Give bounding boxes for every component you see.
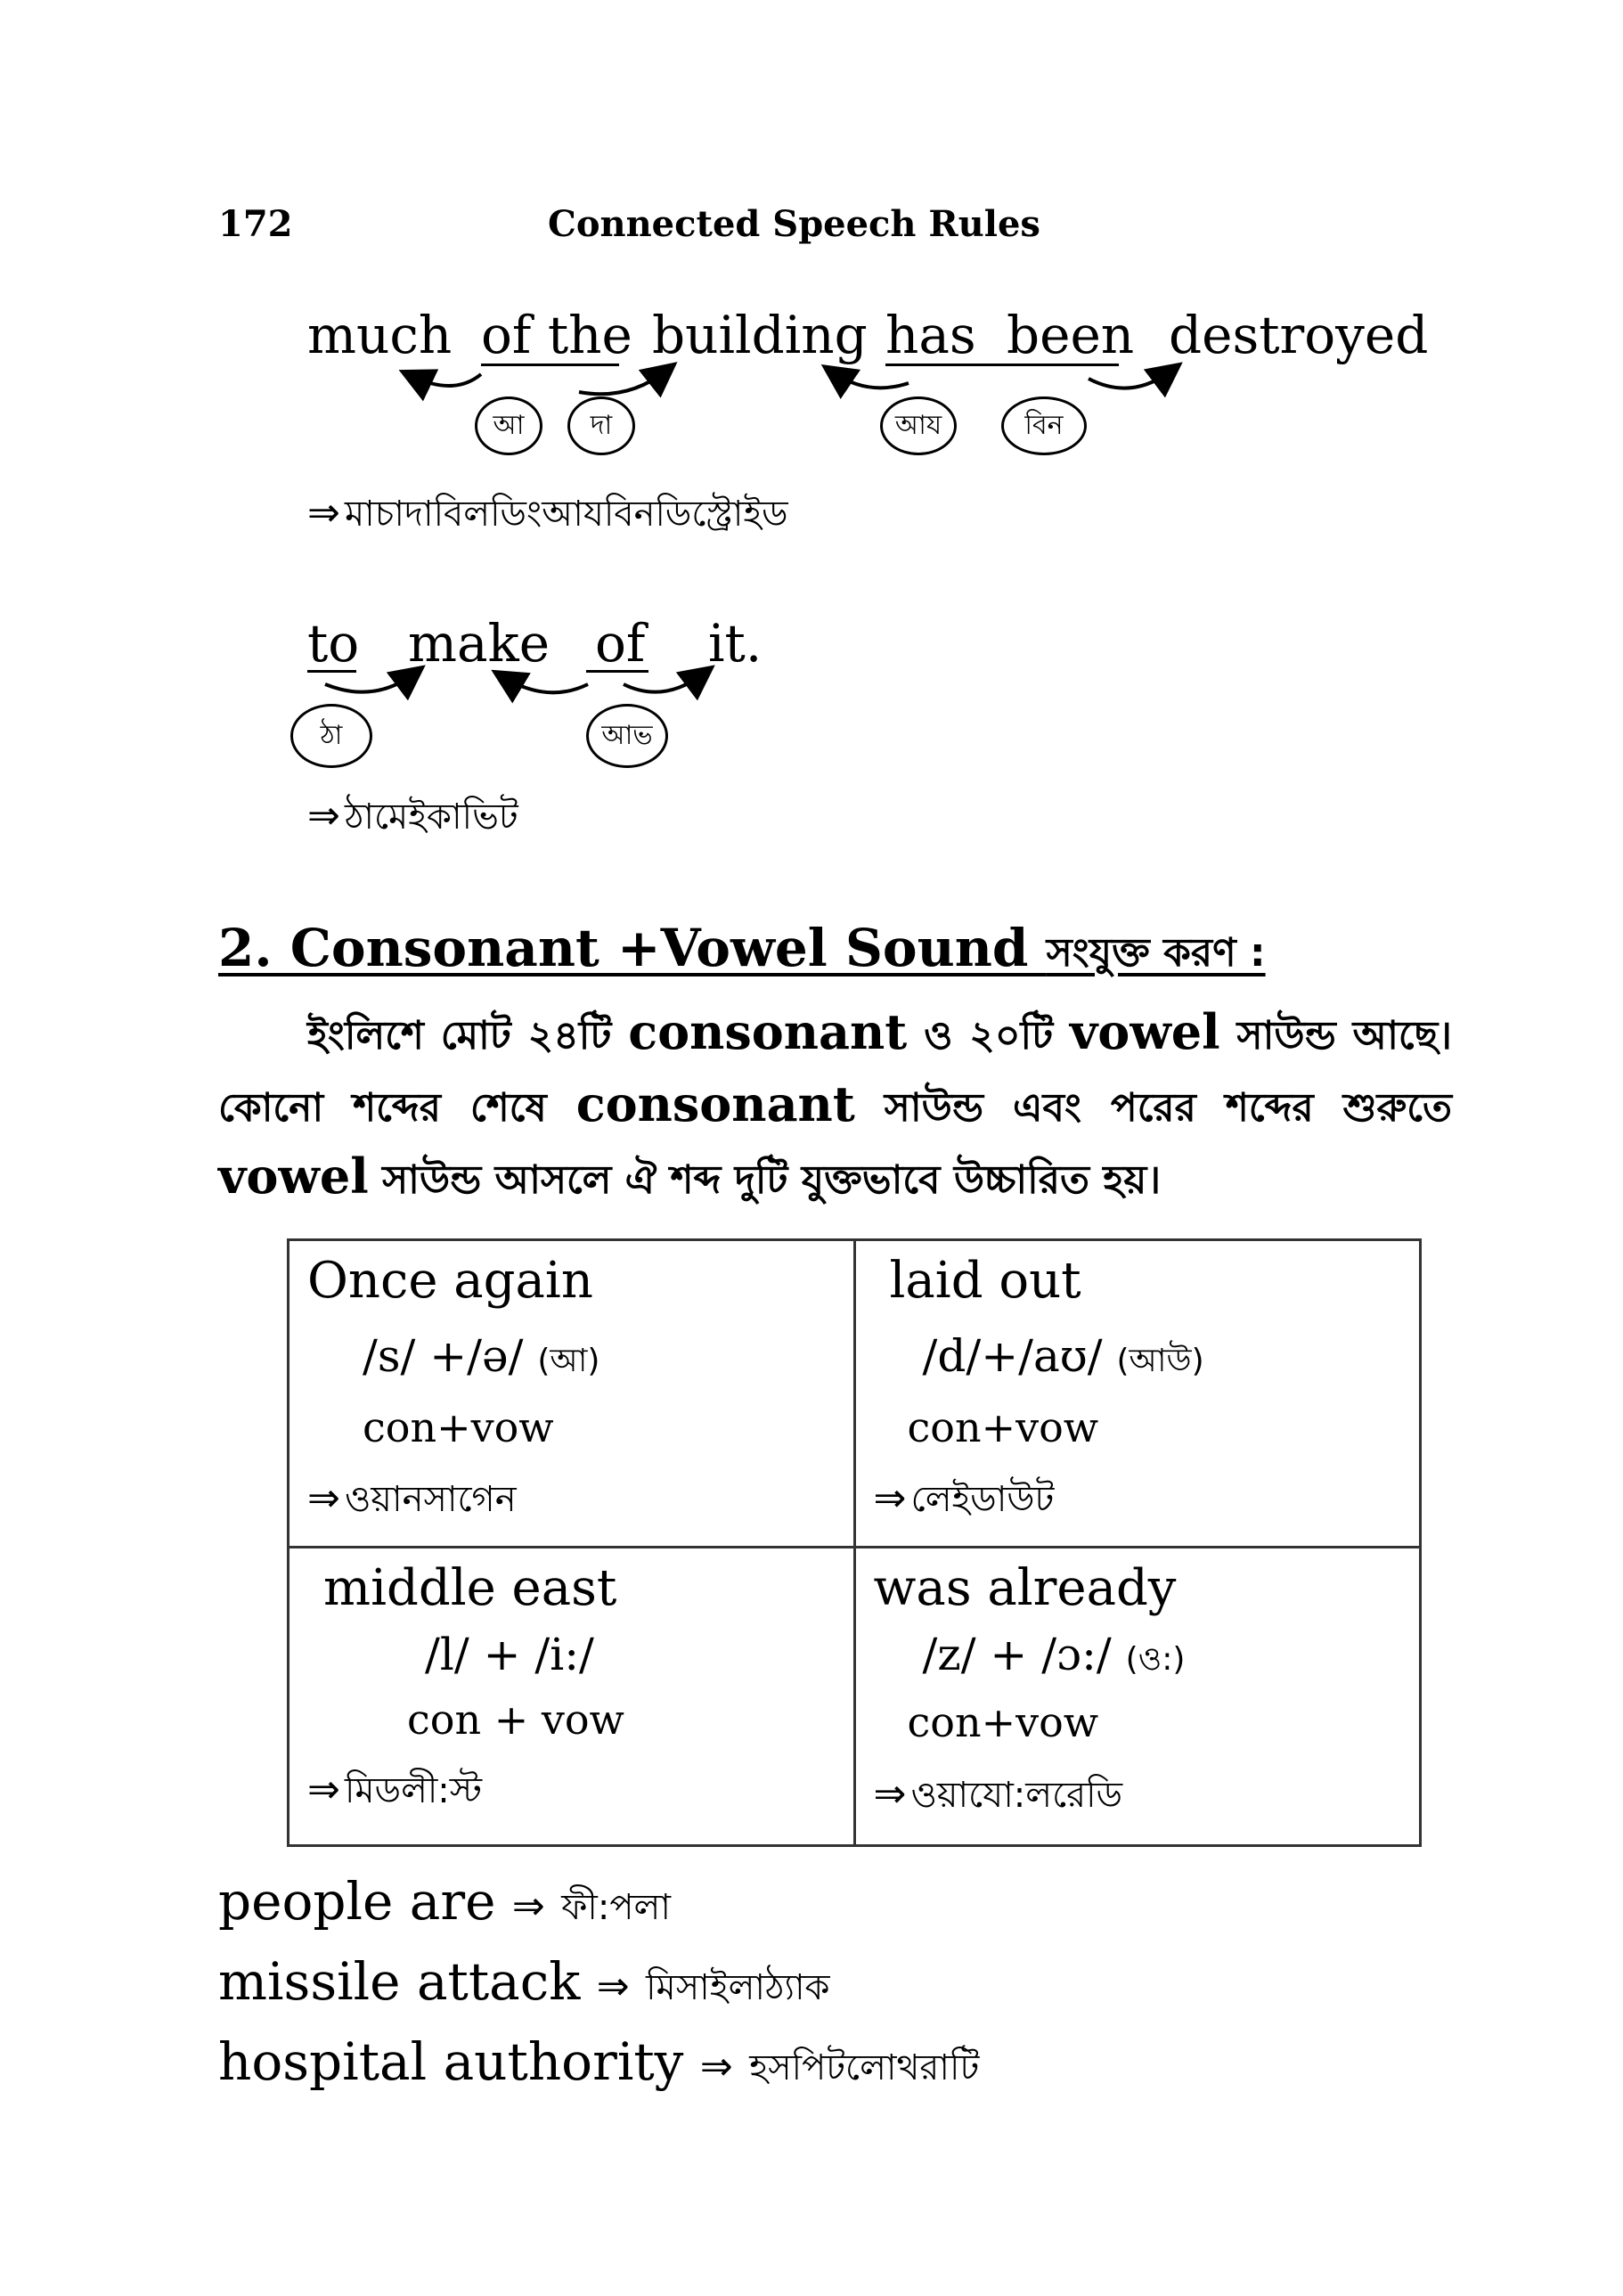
link-type: con + vow xyxy=(407,1695,624,1744)
implies-arrow: ⇒ xyxy=(511,1883,545,1929)
example-phrase: hospital authority xyxy=(218,2031,684,2092)
implies-arrow: ⇒ xyxy=(699,2044,733,2089)
bengali-result: মিসাইলাঠ্যাক xyxy=(646,1967,830,2008)
ipa: /l/ + /i:/ xyxy=(425,1629,594,1680)
bengali-result: মিডলী:স্ট xyxy=(344,1770,483,1811)
example-line xyxy=(218,1871,671,1939)
word-much: much xyxy=(307,305,453,365)
word-make: make xyxy=(408,613,551,674)
table-cell xyxy=(289,1548,855,1846)
cell-result: ⇒ মিডলী:স্ট xyxy=(307,1767,483,1812)
link-type: con+vow xyxy=(907,1403,1099,1451)
word-pair: was already xyxy=(873,1559,1177,1617)
para-term: vowel xyxy=(218,1148,369,1205)
example-line xyxy=(218,1951,830,2019)
running-header: Connected Speech Rules xyxy=(548,203,1040,245)
bengali-result: ঠামেইকাভিট xyxy=(344,797,518,838)
word-building: building xyxy=(652,305,868,365)
cell-result: ⇒ ওয়ানসাগেন xyxy=(307,1475,517,1521)
word-it: it. xyxy=(708,613,763,674)
result-line-2 xyxy=(307,788,518,848)
implies-arrow: ⇒ xyxy=(307,490,340,535)
table-cell xyxy=(854,1548,1421,1846)
word-been: been xyxy=(1007,305,1135,365)
implies-arrow: ⇒ xyxy=(596,1964,630,2009)
sound-circle: দা xyxy=(567,396,635,455)
table-cell xyxy=(289,1240,855,1548)
para-term: consonant xyxy=(628,1003,908,1060)
word-has: has xyxy=(885,305,976,365)
example-phrase: missile attack xyxy=(218,1951,581,2012)
bengali-result: ফী:পলা xyxy=(561,1887,671,1928)
ipa: /s/ +/ə/ xyxy=(363,1330,524,1382)
para-text: সাউন্ড আসলে ঐ শব্দ দুটি যুক্তভাবে উচ্চারিত হয়। xyxy=(368,1157,1162,1203)
bengali-result: ওয়ানসাগেন xyxy=(344,1479,517,1520)
cell-result: ⇒ লেইডাউট xyxy=(873,1475,1055,1521)
cell-result: ⇒ ওয়াযো:লরেডি xyxy=(873,1771,1123,1817)
section-title: 2. Consonant +Vowel Sound xyxy=(218,918,1029,978)
ipa-line xyxy=(363,1330,599,1390)
bengali-result: ওয়াযো:লরেডি xyxy=(910,1775,1123,1816)
para-text: সাউন্ড আছে। কোনো শব্দের শেষে xyxy=(218,1013,1452,1131)
implies-arrow: ⇒ xyxy=(307,793,340,838)
example-line xyxy=(218,2031,979,2099)
word-pair: Once again xyxy=(307,1252,593,1310)
ipa-bengali: (আউ) xyxy=(1116,1343,1204,1379)
word-destroyed: destroyed xyxy=(1169,305,1429,365)
ipa-line xyxy=(923,1330,1204,1390)
ipa-bengali: (ও:) xyxy=(1125,1641,1186,1678)
sound-circle: বিন xyxy=(1001,396,1087,455)
example-phrase: people are xyxy=(218,1871,496,1932)
ipa: /d/+/aʊ/ xyxy=(922,1330,1103,1382)
link-type: con+vow xyxy=(363,1403,554,1451)
word-of: of xyxy=(595,613,646,674)
intro-paragraph xyxy=(218,998,1452,1214)
ipa-line xyxy=(923,1629,1186,1688)
word-pair: laid out xyxy=(889,1252,1081,1310)
sound-circle: আ xyxy=(475,396,542,455)
section-title-suffix: সংযুক্ত করণ : xyxy=(1046,930,1266,976)
para-text: সাউন্ড এবং পরের শব্দের শুরুতে xyxy=(854,1085,1452,1131)
word-of-the: of the xyxy=(481,305,632,365)
link-type: con+vow xyxy=(907,1698,1099,1746)
para-text: ও ২০টি xyxy=(907,1013,1070,1058)
sound-circle: আভ xyxy=(586,704,668,768)
ipa-bengali: (আ) xyxy=(537,1343,600,1379)
sound-circle: আয xyxy=(880,396,957,455)
para-term: consonant xyxy=(575,1075,855,1132)
ipa: /z/ + /ɔ:/ xyxy=(922,1629,1112,1680)
para-text: ইংলিশে মোট ২৪টি xyxy=(307,1013,629,1058)
page-number: 172 xyxy=(218,203,293,245)
para-term: vowel xyxy=(1069,1003,1220,1060)
section-heading xyxy=(218,918,1266,988)
word-to: to xyxy=(307,613,360,674)
ipa-line xyxy=(425,1629,594,1680)
table-cell xyxy=(854,1240,1421,1548)
linking-arrows-2 xyxy=(0,0,1623,802)
bengali-result: হসপিটলোথরাটি xyxy=(749,2047,980,2088)
word-pair: middle east xyxy=(323,1559,617,1617)
linking-table xyxy=(287,1238,1422,1847)
sound-circle: ঠা xyxy=(290,704,372,768)
bengali-result: মাচাদাবিলডিংআযবিনডিস্ট্রোইড xyxy=(344,494,788,535)
bengali-result: লেইডাউট xyxy=(910,1479,1055,1520)
